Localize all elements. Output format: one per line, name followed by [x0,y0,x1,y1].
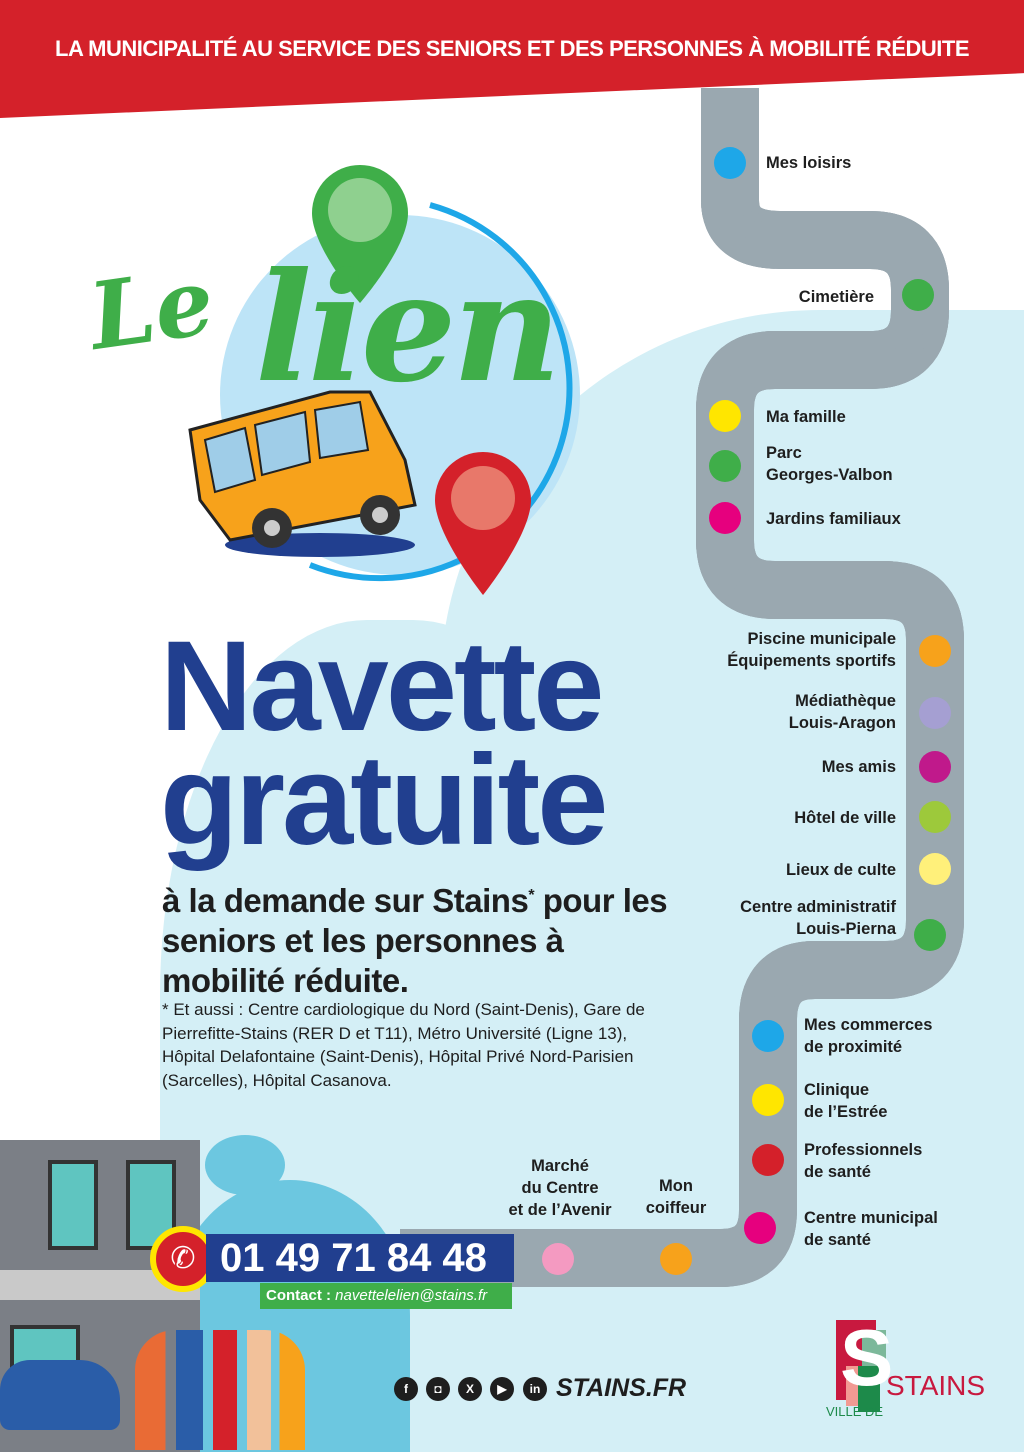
stop-label [804,1014,932,1058]
subtitle [162,876,682,1001]
phone-icon: ✆ [150,1226,216,1292]
stop-dot [919,697,951,729]
stop-dot [752,1084,784,1116]
stop-line: Marché [531,1157,589,1175]
logo-stains: STAINS [886,1370,986,1401]
stop-dot [660,1243,692,1275]
facebook-icon[interactable]: f [394,1377,418,1401]
stop-line: Georges-Valbon [766,466,893,484]
logo-le: Le [83,246,221,372]
stop-line: Lieux de culte [785,861,896,879]
stop-dot [714,147,746,179]
stop-label [766,442,893,486]
footnote: * Et aussi : Centre cardiologique du Nord (Saint-Denis), Gare de Pierrefitte-Stains (RER D et T11), Métro Université (Ligne 13), Hôpital Delafontaine (Saint-Denis), Hôpital Privé Nord-Parisien (Sarcelles), Hôpital Casanova. [162,1000,645,1090]
stop-label [766,406,846,428]
stop-line: de proximité [804,1038,903,1056]
stop-line: de santé [804,1231,871,1249]
stop-line: Clinique [804,1081,870,1099]
contact-label: Contact : [266,1287,331,1304]
stop-line: Mes commerces [804,1016,933,1034]
stop-label [740,896,896,940]
stop-label [822,756,896,778]
stop-dot [914,919,946,951]
stop-label [727,628,896,672]
stop-line: de santé [804,1163,871,1181]
stop-line: Médiathèque [795,692,896,710]
stop-line: Louis-Aragon [788,714,896,732]
stop-line: Parc [766,444,802,462]
headline-navette: Navette [160,615,602,758]
stop-dot [919,853,951,885]
stop-label [766,508,901,530]
stains-logo [826,1313,986,1426]
stop-label [804,1207,938,1251]
stop-label [789,690,896,734]
stop-dot [752,1020,784,1052]
subtitle-asterisk: * [528,887,535,904]
stop-line: Professionnels [804,1141,923,1159]
headline-gratuite: gratuite [160,729,606,872]
youtube-icon[interactable]: ▶ [490,1377,514,1401]
stop-dot [919,801,951,833]
car-illustration [0,1360,120,1430]
stop-label [766,152,851,174]
stop-line: Centre administratif [740,898,896,916]
stop-dot [744,1212,776,1244]
stop-label [794,807,896,829]
stop-line: de l’Estrée [804,1103,888,1121]
stop-line: Hôtel de ville [794,809,896,827]
stop-dot [919,635,951,667]
stop-label [786,859,896,881]
stop-line: coiffeur [645,1199,707,1217]
x-icon[interactable]: X [458,1377,482,1401]
stop-label [799,286,874,308]
stop-label [804,1139,922,1183]
logo-lien: lien [255,240,558,416]
stop-line: Mes loisirs [766,154,852,172]
logo-letter: S [840,1313,894,1402]
stop-line: et de l’Avenir [508,1201,612,1219]
stop-dot [902,279,934,311]
stop-dot [709,400,741,432]
people-illustration [135,1330,305,1450]
stop-line: Mes amis [821,758,896,776]
stop-dot [709,502,741,534]
banner-text: LA MUNICIPALITÉ AU SERVICE DES SENIORS ET DES PERSONNES À MOBILITÉ RÉDUITE [55,36,969,61]
stop-line: Cimetière [798,288,874,306]
stop-line: du Centre [521,1179,599,1197]
stop-label [804,1079,887,1123]
email[interactable]: navettelelien@stains.fr [335,1287,488,1304]
stop-line: Centre municipal [804,1209,938,1227]
stop-line: Piscine municipale [747,630,896,648]
stop-line: Mon [659,1177,693,1195]
logo-ville-de: VILLE DE [826,1404,884,1419]
stop-dot [709,450,741,482]
stop-line: Ma famille [766,408,846,426]
instagram-icon[interactable]: ◘ [426,1377,450,1401]
stop-label [490,1155,630,1221]
stop-line: Équipements sportifs [727,652,896,670]
stop-dot [542,1243,574,1275]
stop-line: Louis-Pierna [796,920,896,938]
phone-number[interactable]: 01 49 71 84 48 [206,1234,514,1282]
stop-line: Jardins familiaux [766,510,901,528]
stop-dot [752,1144,784,1176]
stop-dot [919,751,951,783]
linkedin-icon[interactable]: in [523,1377,547,1401]
contact-email[interactable] [260,1283,512,1309]
subtitle-text2: pour les seniors et les personnes à mobilité réduite. [162,882,668,999]
website-link[interactable]: STAINS.FR [556,1374,687,1402]
subtitle-text1: à la demande sur Stains [162,882,529,919]
